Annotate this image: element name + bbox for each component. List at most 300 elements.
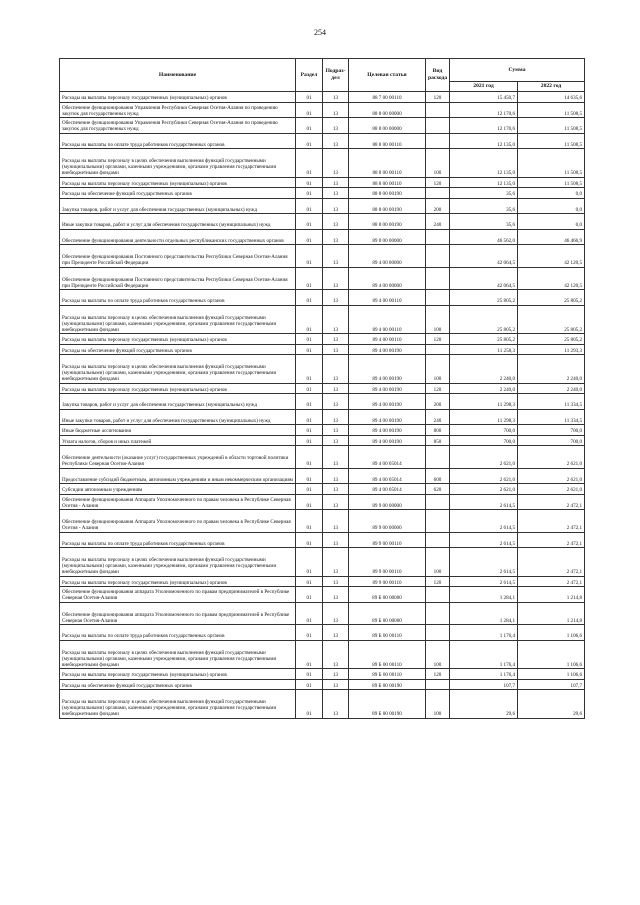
- row-section: 01: [296, 510, 323, 533]
- row-section: 01: [296, 576, 323, 587]
- row-expense-type: [426, 494, 450, 510]
- row-amount-2021: 11 298,3: [450, 409, 518, 425]
- row-expense-type: [426, 229, 450, 245]
- table-row: [60, 102, 585, 118]
- row-amount-2022: 11 508,5: [518, 133, 585, 149]
- row-section: 01: [296, 229, 323, 245]
- table-body: [60, 92, 585, 719]
- row-target-article: 88 8 00 00110: [349, 133, 426, 149]
- row-subsection: 13: [323, 679, 349, 690]
- row-amount-2022: 2 621,0: [518, 446, 585, 469]
- row-subsection: 13: [323, 149, 349, 178]
- row-subsection: 13: [323, 305, 349, 334]
- row-target-article: 89 9 00 00110: [349, 532, 426, 548]
- row-amount-2022: 11 508,5: [518, 118, 585, 134]
- row-section: 01: [296, 290, 323, 306]
- row-amount-2022: 11 334,5: [518, 394, 585, 410]
- table-row: [60, 394, 585, 410]
- row-target-article: 88 8 00 00190: [349, 188, 426, 199]
- row-section: 01: [296, 446, 323, 469]
- row-amount-2022: 1 214,8: [518, 602, 585, 625]
- table-row: [60, 198, 585, 214]
- table-header: [60, 59, 585, 92]
- row-expense-type: 120: [426, 334, 450, 345]
- row-expense-type: 200: [426, 198, 450, 214]
- row-target-article: 89 Б 00 00000: [349, 587, 426, 603]
- row-name: Расходы на выплаты персоналу в целях обеспечения выполнения функций государственными (муниципальными) органами, казенными учреждениями, органами управления государственными внебюджетными фондами: [60, 640, 296, 669]
- table-row: [60, 245, 585, 268]
- row-amount-2021: 35,6: [450, 214, 518, 230]
- row-name: Обеспечение функционирования Постоянного представительства Республики Северная Осетия-Алания при Президенте Российской Федерации: [60, 267, 296, 290]
- row-name: Иные закупки товаров, работ и услуг для обеспечения государственных (муниципальных) нужд: [60, 214, 296, 230]
- row-target-article: 89 Б 00 00190: [349, 690, 426, 719]
- row-name: Предоставление субсидий бюджетным, автономным учреждениям и иным некоммерческим организациям: [60, 468, 296, 484]
- row-section: 01: [296, 587, 323, 603]
- row-amount-2021: 15 450,7: [450, 92, 518, 103]
- table-row: [60, 149, 585, 178]
- row-section: 01: [296, 334, 323, 345]
- row-name: Обеспечение функционирования Аппарата Уполномоченного по правам человека в Республике Северная Осетия - Алания: [60, 510, 296, 533]
- row-subsection: 13: [323, 548, 349, 577]
- row-amount-2022: 11 508,5: [518, 149, 585, 178]
- row-section: 01: [296, 383, 323, 394]
- row-name: Расходы на выплаты по оплате труда работников государственных органов: [60, 625, 296, 641]
- row-amount-2022: 0,0: [518, 198, 585, 214]
- table-row: [60, 468, 585, 484]
- row-amount-2021: 42 064,5: [450, 245, 518, 268]
- row-expense-type: 850: [426, 435, 450, 446]
- header-year-2021: 2021 год: [450, 82, 518, 92]
- table-row: [60, 383, 585, 394]
- row-amount-2021: 12 135,0: [450, 133, 518, 149]
- row-name: Обеспечение деятельности (оказание услуг) государственных учреждений в области торговой политики Республики Северная Осетия-Алания: [60, 446, 296, 469]
- header-name: Наименование: [60, 59, 296, 92]
- row-expense-type: 200: [426, 394, 450, 410]
- row-amount-2022: 42 120,5: [518, 267, 585, 290]
- row-section: 01: [296, 92, 323, 103]
- row-target-article: 89 4 00 00190: [349, 344, 426, 355]
- table-row: [60, 532, 585, 548]
- row-amount-2021: 1 176,4: [450, 669, 518, 680]
- row-subsection: 13: [323, 669, 349, 680]
- table-row: [60, 344, 585, 355]
- table-row: [60, 92, 585, 103]
- row-subsection: 13: [323, 344, 349, 355]
- table-row: [60, 409, 585, 425]
- row-target-article: 89 4 00 05014: [349, 484, 426, 495]
- row-amount-2022: 2 240,0: [518, 383, 585, 394]
- row-name: Расходы на обеспечение функций государственных органов: [60, 344, 296, 355]
- row-name: Расходы на выплаты персоналу государственных (муниципальных) органов: [60, 383, 296, 394]
- table-row: [60, 446, 585, 469]
- row-name: Расходы на выплаты персоналу государственных (муниципальных) органов: [60, 669, 296, 680]
- row-target-article: 89 9 00 00110: [349, 576, 426, 587]
- row-target-article: 89 9 00 00000: [349, 510, 426, 533]
- row-subsection: 13: [323, 383, 349, 394]
- row-target-article: 89 0 00 00000: [349, 229, 426, 245]
- row-amount-2022: 2 472,1: [518, 494, 585, 510]
- row-subsection: 13: [323, 92, 349, 103]
- row-amount-2022: 29,6: [518, 690, 585, 719]
- row-amount-2021: 12 170,6: [450, 118, 518, 134]
- row-expense-type: 100: [426, 355, 450, 384]
- row-name: Расходы на выплаты персоналу государственных (муниципальных) органов: [60, 334, 296, 345]
- header-target-article: Целевая статья: [349, 59, 426, 92]
- row-amount-2021: 2 614,5: [450, 494, 518, 510]
- row-section: 01: [296, 355, 323, 384]
- row-amount-2022: 0,0: [518, 188, 585, 199]
- page-number: 254: [314, 28, 326, 37]
- row-section: 01: [296, 198, 323, 214]
- header-expense-type: Вид расхода: [426, 59, 450, 92]
- row-subsection: 13: [323, 468, 349, 484]
- row-subsection: 13: [323, 102, 349, 118]
- row-amount-2021: 46 562,0: [450, 229, 518, 245]
- row-name: Расходы на выплаты по оплате труда работников государственных органов: [60, 133, 296, 149]
- row-name: Расходы на выплаты персоналу государственных (муниципальных) органов: [60, 177, 296, 188]
- table-row: [60, 355, 585, 384]
- row-subsection: 13: [323, 576, 349, 587]
- table-row: [60, 602, 585, 625]
- row-section: 01: [296, 214, 323, 230]
- row-target-article: 89 4 00 00190: [349, 355, 426, 384]
- row-amount-2021: 25 805,2: [450, 305, 518, 334]
- row-amount-2022: 2 472,1: [518, 576, 585, 587]
- header-subsection: Подраз- дел: [323, 59, 349, 92]
- row-amount-2021: 1 176,4: [450, 625, 518, 641]
- row-name: Обеспечение функционирования деятельности отдельных республиканских государственных органов: [60, 229, 296, 245]
- row-expense-type: [426, 532, 450, 548]
- row-target-article: 88 8 00 00110: [349, 149, 426, 178]
- row-section: 01: [296, 532, 323, 548]
- row-subsection: 13: [323, 394, 349, 410]
- row-target-article: 89 4 00 00110: [349, 290, 426, 306]
- row-subsection: 13: [323, 198, 349, 214]
- row-name: Обеспечение функционирования Управления Республики Северная Осетия-Алания по проведению закупок для государственных нужд: [60, 118, 296, 134]
- row-amount-2022: 14 635,6: [518, 92, 585, 103]
- row-amount-2022: 11 508,5: [518, 177, 585, 188]
- row-name: Субсидии автономным учреждениям: [60, 484, 296, 495]
- row-amount-2022: 25 805,2: [518, 305, 585, 334]
- row-amount-2021: 700,0: [450, 435, 518, 446]
- row-expense-type: 120: [426, 383, 450, 394]
- row-subsection: 13: [323, 188, 349, 199]
- row-expense-type: [426, 133, 450, 149]
- row-amount-2022: 46 466,9: [518, 229, 585, 245]
- row-target-article: 88 8 00 00190: [349, 214, 426, 230]
- row-section: 01: [296, 548, 323, 577]
- row-amount-2022: 2 621,0: [518, 484, 585, 495]
- row-name: Обеспечение функционирования Управления Республики Северная Осетия-Алания по проведению закупок для государственных нужд: [60, 102, 296, 118]
- row-subsection: 13: [323, 409, 349, 425]
- row-subsection: 13: [323, 602, 349, 625]
- row-target-article: 88 8 00 00110: [349, 177, 426, 188]
- row-name: Закупка товаров, работ и услуг для обеспечения государственных (муниципальных) нужд: [60, 394, 296, 410]
- row-section: 01: [296, 435, 323, 446]
- table-row: [60, 587, 585, 603]
- row-section: 01: [296, 188, 323, 199]
- table-row: [60, 290, 585, 306]
- row-amount-2022: 2 472,1: [518, 510, 585, 533]
- row-subsection: 13: [323, 446, 349, 469]
- row-amount-2021: 12 135,0: [450, 149, 518, 178]
- row-target-article: 89 Б 00 00000: [349, 602, 426, 625]
- row-section: 01: [296, 344, 323, 355]
- row-target-article: 89 4 00 00190: [349, 435, 426, 446]
- table-row: [60, 669, 585, 680]
- row-target-article: 88 8 00 00190: [349, 198, 426, 214]
- row-amount-2022: 11 334,5: [518, 409, 585, 425]
- row-section: 01: [296, 679, 323, 690]
- row-subsection: 13: [323, 510, 349, 533]
- row-section: 01: [296, 484, 323, 495]
- row-target-article: 89 4 00 00000: [349, 267, 426, 290]
- table-row: [60, 576, 585, 587]
- row-target-article: 89 4 00 05014: [349, 446, 426, 469]
- row-expense-type: 120: [426, 669, 450, 680]
- row-expense-type: [426, 344, 450, 355]
- row-expense-type: 600: [426, 468, 450, 484]
- row-subsection: 13: [323, 690, 349, 719]
- row-expense-type: [426, 587, 450, 603]
- row-amount-2021: 11 298,3: [450, 394, 518, 410]
- row-subsection: 13: [323, 177, 349, 188]
- row-amount-2022: 11 293,3: [518, 344, 585, 355]
- row-subsection: 13: [323, 214, 349, 230]
- row-name: Обеспечение функционирования Постоянного представительства Республики Северная Осетия-Алания при Президенте Российской Федерации: [60, 245, 296, 268]
- row-name: Расходы на выплаты персоналу государственных (муниципальных) органов: [60, 92, 296, 103]
- row-name: Расходы на выплаты персоналу в целях обеспечения выполнения функций государственными (муниципальными) органами, казенными учреждениями, органами управления государственными внебюджетными фондами: [60, 149, 296, 178]
- row-amount-2022: 2 240,0: [518, 355, 585, 384]
- row-amount-2022: 1 106,6: [518, 640, 585, 669]
- row-amount-2022: 1 106,6: [518, 625, 585, 641]
- row-expense-type: [426, 245, 450, 268]
- row-expense-type: 800: [426, 425, 450, 436]
- row-target-article: 89 Б 00 00190: [349, 679, 426, 690]
- row-expense-type: 120: [426, 177, 450, 188]
- table-row: [60, 679, 585, 690]
- row-subsection: 13: [323, 532, 349, 548]
- row-subsection: 13: [323, 133, 349, 149]
- row-subsection: 13: [323, 625, 349, 641]
- row-target-article: 89 Б 00 00110: [349, 640, 426, 669]
- row-amount-2021: 107,7: [450, 679, 518, 690]
- row-amount-2021: 25 805,2: [450, 290, 518, 306]
- row-expense-type: 100: [426, 149, 450, 178]
- table-row: [60, 425, 585, 436]
- row-target-article: 88 7 00 00110: [349, 92, 426, 103]
- row-expense-type: 100: [426, 548, 450, 577]
- row-subsection: 13: [323, 290, 349, 306]
- row-target-article: 89 4 00 00000: [349, 245, 426, 268]
- row-amount-2021: 2 614,5: [450, 532, 518, 548]
- row-amount-2022: 2 472,1: [518, 532, 585, 548]
- header-section: Раздел: [296, 59, 323, 92]
- table-row: [60, 267, 585, 290]
- table-row: [60, 214, 585, 230]
- table-row: [60, 435, 585, 446]
- row-expense-type: 240: [426, 214, 450, 230]
- row-expense-type: 100: [426, 640, 450, 669]
- row-amount-2021: 1 176,4: [450, 640, 518, 669]
- row-section: 01: [296, 267, 323, 290]
- row-amount-2021: 35,6: [450, 198, 518, 214]
- row-amount-2022: 11 508,5: [518, 102, 585, 118]
- row-amount-2022: 25 805,2: [518, 290, 585, 306]
- row-target-article: 89 4 00 00110: [349, 334, 426, 345]
- row-section: 01: [296, 602, 323, 625]
- row-subsection: 13: [323, 267, 349, 290]
- row-amount-2022: 107,7: [518, 679, 585, 690]
- row-section: 01: [296, 177, 323, 188]
- row-amount-2021: 1 284,1: [450, 587, 518, 603]
- row-amount-2022: 2 621,0: [518, 468, 585, 484]
- row-amount-2021: 25 805,2: [450, 334, 518, 345]
- table-row: [60, 548, 585, 577]
- row-name: Обеспечение функционирования аппарата Уполномоченного по правам предпринимателей в Республике Северная Осетия-Алания: [60, 602, 296, 625]
- row-expense-type: [426, 290, 450, 306]
- row-expense-type: 240: [426, 409, 450, 425]
- row-amount-2022: 1 106,6: [518, 669, 585, 680]
- row-amount-2021: 35,6: [450, 188, 518, 199]
- row-name: Расходы на выплаты персоналу в целях обеспечения выполнения функций государственными (муниципальными) органами, казенными учреждениями, органами управления государственными внебюджетными фондами: [60, 548, 296, 577]
- row-expense-type: [426, 188, 450, 199]
- row-expense-type: [426, 679, 450, 690]
- row-name: Обеспечение функционирования аппарата Уполномоченного по правам предпринимателей в Республике Северная Осетия-Алания: [60, 587, 296, 603]
- row-amount-2021: 1 284,1: [450, 602, 518, 625]
- row-expense-type: 120: [426, 92, 450, 103]
- row-expense-type: [426, 602, 450, 625]
- row-section: 01: [296, 394, 323, 410]
- row-section: 01: [296, 494, 323, 510]
- row-amount-2021: 2 240,0: [450, 355, 518, 384]
- table-row: [60, 494, 585, 510]
- row-section: 01: [296, 425, 323, 436]
- table-row: [60, 484, 585, 495]
- row-amount-2022: 42 120,5: [518, 245, 585, 268]
- table-row: [60, 510, 585, 533]
- row-section: 01: [296, 133, 323, 149]
- row-expense-type: [426, 510, 450, 533]
- row-target-article: 89 4 00 05014: [349, 468, 426, 484]
- row-name: Расходы на выплаты персоналу в целях обеспечения выполнения функций государственными (муниципальными) органами, казенными учреждениями, органами управления государственными внебюджетными фондами: [60, 355, 296, 384]
- row-name: Расходы на выплаты персоналу государственных (муниципальных) органов: [60, 576, 296, 587]
- row-subsection: 13: [323, 640, 349, 669]
- row-subsection: 13: [323, 587, 349, 603]
- budget-table: [59, 58, 585, 719]
- row-amount-2022: 2 472,1: [518, 548, 585, 577]
- row-target-article: 89 4 00 00190: [349, 394, 426, 410]
- row-subsection: 13: [323, 494, 349, 510]
- row-section: 01: [296, 690, 323, 719]
- row-section: 01: [296, 669, 323, 680]
- row-name: Уплата налогов, сборов и иных платежей: [60, 435, 296, 446]
- header-year-2022: 2022 год: [518, 82, 585, 92]
- row-amount-2021: 2 621,0: [450, 446, 518, 469]
- row-subsection: 13: [323, 484, 349, 495]
- row-name: Иные бюджетные ассигнования: [60, 425, 296, 436]
- table-row: [60, 229, 585, 245]
- row-section: 01: [296, 625, 323, 641]
- row-target-article: 89 Б 00 00110: [349, 625, 426, 641]
- row-subsection: 13: [323, 425, 349, 436]
- row-subsection: 13: [323, 229, 349, 245]
- row-amount-2021: 2 621,0: [450, 484, 518, 495]
- row-name: Расходы на выплаты по оплате труда работников государственных органов: [60, 290, 296, 306]
- table-row: [60, 334, 585, 345]
- table-row: [60, 118, 585, 134]
- row-target-article: 89 4 00 00190: [349, 425, 426, 436]
- row-target-article: 89 4 00 00190: [349, 409, 426, 425]
- row-subsection: 13: [323, 118, 349, 134]
- row-target-article: 89 9 00 00000: [349, 494, 426, 510]
- row-expense-type: [426, 267, 450, 290]
- row-name: Обеспечение функционирования Аппарата Уполномоченного по правам человека в Республике Северная Осетия - Алания: [60, 494, 296, 510]
- row-expense-type: 100: [426, 690, 450, 719]
- row-amount-2021: 2 614,5: [450, 510, 518, 533]
- row-amount-2021: 12 170,6: [450, 102, 518, 118]
- row-name: Расходы на выплаты персоналу в целях обеспечения выполнения функций государственными (муниципальными) органами, казенными учреждениями, органами управления государственными внебюджетными фондами: [60, 690, 296, 719]
- row-expense-type: 120: [426, 576, 450, 587]
- table-row: [60, 133, 585, 149]
- row-amount-2021: 42 064,5: [450, 267, 518, 290]
- row-expense-type: 100: [426, 305, 450, 334]
- row-amount-2022: 0,0: [518, 214, 585, 230]
- table-row: [60, 188, 585, 199]
- row-expense-type: 620: [426, 484, 450, 495]
- table-row: [60, 640, 585, 669]
- row-expense-type: [426, 625, 450, 641]
- row-name: Расходы на выплаты по оплате труда работников государственных органов: [60, 532, 296, 548]
- row-section: 01: [296, 245, 323, 268]
- row-expense-type: [426, 446, 450, 469]
- row-target-article: 89 Б 00 00110: [349, 669, 426, 680]
- row-amount-2021: 2 240,0: [450, 383, 518, 394]
- row-target-article: 88 8 00 00000: [349, 118, 426, 134]
- row-expense-type: [426, 118, 450, 134]
- row-subsection: 13: [323, 245, 349, 268]
- row-name: Расходы на выплаты персоналу в целях обеспечения выполнения функций государственными (муниципальными) органами, казенными учреждениями, органами управления государственными внебюджетными фондами: [60, 305, 296, 334]
- row-name: Закупка товаров, работ и услуг для обеспечения государственных (муниципальных) нужд: [60, 198, 296, 214]
- row-amount-2022: 1 214,8: [518, 587, 585, 603]
- row-name: Расходы на обеспечение функций государственных органов: [60, 679, 296, 690]
- row-section: 01: [296, 149, 323, 178]
- row-amount-2021: 2 621,0: [450, 468, 518, 484]
- row-name: Иные закупки товаров, работ и услуг для обеспечения государственных (муниципальных) нужд: [60, 409, 296, 425]
- row-subsection: 13: [323, 355, 349, 384]
- row-section: 01: [296, 409, 323, 425]
- row-target-article: 89 4 00 00190: [349, 383, 426, 394]
- row-amount-2022: 700,0: [518, 435, 585, 446]
- table-row: [60, 625, 585, 641]
- row-section: 01: [296, 468, 323, 484]
- row-section: 01: [296, 640, 323, 669]
- row-amount-2022: 700,0: [518, 425, 585, 436]
- row-subsection: 13: [323, 334, 349, 345]
- table-row: [60, 690, 585, 719]
- row-amount-2021: 29,6: [450, 690, 518, 719]
- row-target-article: 89 4 00 00110: [349, 305, 426, 334]
- row-amount-2021: 2 614,5: [450, 548, 518, 577]
- row-amount-2021: 11 258,3: [450, 344, 518, 355]
- row-subsection: 13: [323, 435, 349, 446]
- row-target-article: 89 9 00 00110: [349, 548, 426, 577]
- row-amount-2021: 700,0: [450, 425, 518, 436]
- row-section: 01: [296, 102, 323, 118]
- table-row: [60, 305, 585, 334]
- table-row: [60, 177, 585, 188]
- row-amount-2021: 12 135,0: [450, 177, 518, 188]
